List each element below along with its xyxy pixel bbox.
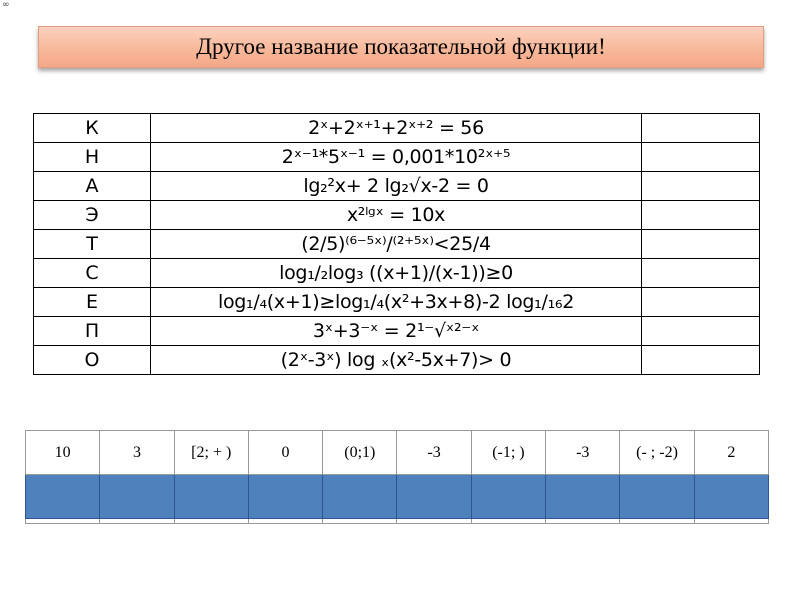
letter-slot[interactable] (546, 475, 620, 519)
task-answer-cell[interactable] (642, 288, 760, 317)
answer-value: 2 (694, 431, 768, 475)
table-row (34, 259, 760, 288)
task-letter: П (34, 317, 151, 346)
table-row (34, 230, 760, 259)
task-letter: К (34, 114, 151, 143)
answer-value: 10 (26, 431, 100, 475)
title-banner (38, 26, 764, 68)
task-formula: 2ˣ⁻¹*5ˣ⁻¹ = 0,001*10²ˣ⁺⁵ (151, 143, 642, 172)
footer-cell (174, 519, 248, 524)
answer-value: (0;1) (323, 431, 397, 475)
task-letter: А (34, 172, 151, 201)
task-letter: Н (34, 143, 151, 172)
table-footer-strip (26, 519, 769, 524)
footer-cell (546, 519, 620, 524)
answers-row (26, 431, 769, 475)
footer-cell (694, 519, 768, 524)
letter-slot[interactable] (248, 475, 322, 519)
task-formula: lg₂²x+ 2 lg₂√x-2 = 0 (151, 172, 642, 201)
letter-slot[interactable] (323, 475, 397, 519)
table-row (34, 288, 760, 317)
footer-cell (248, 519, 322, 524)
task-letter: Е (34, 288, 151, 317)
footer-cell (471, 519, 545, 524)
answer-value: [2; + ) (174, 431, 248, 475)
table-row (34, 114, 760, 143)
letter-fill-row (26, 475, 769, 519)
footer-cell (100, 519, 174, 524)
answer-value: (-1; ) (471, 431, 545, 475)
letter-slot[interactable] (471, 475, 545, 519)
table-row (34, 317, 760, 346)
task-letter: С (34, 259, 151, 288)
task-answer-cell[interactable] (642, 143, 760, 172)
letter-slot[interactable] (26, 475, 100, 519)
task-letter: Э (34, 201, 151, 230)
task-answer-cell[interactable] (642, 259, 760, 288)
answer-value: (- ; -2) (620, 431, 694, 475)
letter-slot[interactable] (397, 475, 471, 519)
answer-value: 3 (100, 431, 174, 475)
task-answer-cell[interactable] (642, 201, 760, 230)
task-formula: log₁/₂log₃ ((x+1)/(x-1))≥0 (151, 259, 642, 288)
task-letter: Т (34, 230, 151, 259)
task-formula: log₁/₄(x+1)≥log₁/₄(x²+3x+8)-2 log₁/₁₆2 (151, 288, 642, 317)
task-formula: x²ˡᵍˣ = 10x (151, 201, 642, 230)
task-formula: 2ˣ+2ˣ⁺¹+2ˣ⁺² = 56 (151, 114, 642, 143)
task-answer-cell[interactable] (642, 114, 760, 143)
letter-slot[interactable] (174, 475, 248, 519)
letter-slot[interactable] (694, 475, 768, 519)
table-row (34, 201, 760, 230)
letter-slot[interactable] (100, 475, 174, 519)
footer-cell (620, 519, 694, 524)
letter-slot[interactable] (620, 475, 694, 519)
task-letter: О (34, 346, 151, 375)
task-formula: (2/5)⁽⁶⁻⁵ˣ⁾/⁽²⁺⁵ˣ⁾<25/4 (151, 230, 642, 259)
page-title: Другое название показательной функции! (196, 34, 606, 59)
table-row (34, 143, 760, 172)
table-row (34, 346, 760, 375)
table-row (34, 172, 760, 201)
tasks-table (33, 113, 760, 375)
answer-value: -3 (546, 431, 620, 475)
answer-value: -3 (397, 431, 471, 475)
task-answer-cell[interactable] (642, 230, 760, 259)
task-answer-cell[interactable] (642, 317, 760, 346)
footer-cell (323, 519, 397, 524)
answer-value: 0 (248, 431, 322, 475)
corner-mark: ∞ (2, 0, 10, 10)
task-formula: 3ˣ+3⁻ˣ = 2¹⁻√ˣ²⁻ˣ (151, 317, 642, 346)
footer-cell (397, 519, 471, 524)
footer-cell (26, 519, 100, 524)
task-formula: (2ˣ-3ˣ) log ₓ(x²-5x+7)> 0 (151, 346, 642, 375)
task-answer-cell[interactable] (642, 172, 760, 201)
answers-table (25, 430, 769, 524)
task-answer-cell[interactable] (642, 346, 760, 375)
